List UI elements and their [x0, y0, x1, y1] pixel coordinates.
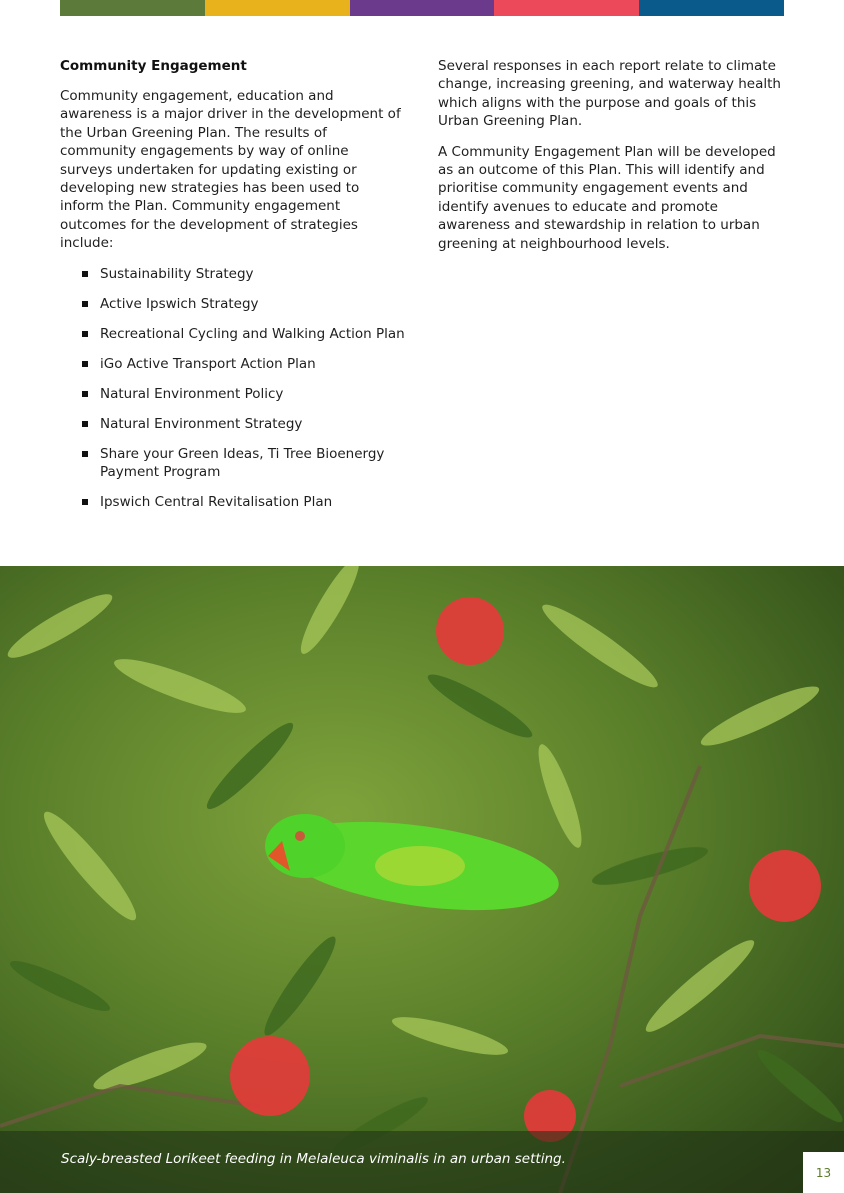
list-item: Natural Environment Policy: [82, 385, 405, 403]
intro-paragraph: Community engagement, education and awareness is a major driver in the development of the Urban Greening Plan. The results of community engagements by way of online surveys undertaken for updating existing or developing new strategies has been used to inform the Plan. Community engagement outcomes for the development of strategies include:: [60, 88, 401, 252]
list-item: iGo Active Transport Action Plan: [82, 355, 405, 373]
color-segment: [60, 0, 205, 16]
foliage-illustration: [0, 566, 844, 1193]
color-segment: [639, 0, 784, 16]
color-segment: [494, 0, 639, 16]
right-paragraph: A Community Engagement Plan will be developed as an outcome of this Plan. This will identify and prioritise community engagement events and identify avenues to educate and promote awareness and stewardship in relation to urban greening at neighbourhood levels.: [438, 143, 776, 252]
lorikeet-photo: [0, 566, 844, 1193]
bullet-icon: [82, 451, 88, 457]
list-item: Natural Environment Strategy: [82, 415, 405, 433]
list-item: Recreational Cycling and Walking Action Plan: [82, 325, 405, 343]
left-column: [60, 57, 405, 523]
bullet-icon: [82, 421, 88, 427]
lorikeet-bird: [265, 807, 564, 925]
right-column: [438, 57, 783, 265]
right-paragraph: Several responses in each report relate to climate change, increasing greening, and waterway health which aligns with the purpose and goals of this Urban Greening Plan.: [438, 58, 781, 130]
list-item: Ipswich Central Revitalisation Plan: [82, 493, 405, 511]
page-number: [803, 1152, 844, 1193]
list-item: Sustainability Strategy: [82, 265, 405, 283]
bullet-icon: [82, 361, 88, 367]
bullet-icon: [82, 271, 88, 277]
list-item: Active Ipswich Strategy: [82, 295, 405, 313]
bullet-icon: [82, 391, 88, 397]
bullet-icon: [82, 301, 88, 307]
bullet-icon: [82, 331, 88, 337]
page-number-label: 13: [815, 1165, 832, 1180]
photo-caption: Scaly-breasted Lorikeet feeding in Melaleuca viminalis in an urban setting.: [61, 1151, 566, 1167]
strategy-list: [60, 265, 405, 512]
bullet-icon: [82, 499, 88, 505]
header-color-bar: [60, 0, 784, 16]
section-heading: Community Engagement: [60, 58, 247, 74]
list-item: Share your Green Ideas, Ti Tree Bioenergy Payment Program: [82, 445, 405, 482]
color-segment: [350, 0, 495, 16]
color-segment: [205, 0, 350, 16]
